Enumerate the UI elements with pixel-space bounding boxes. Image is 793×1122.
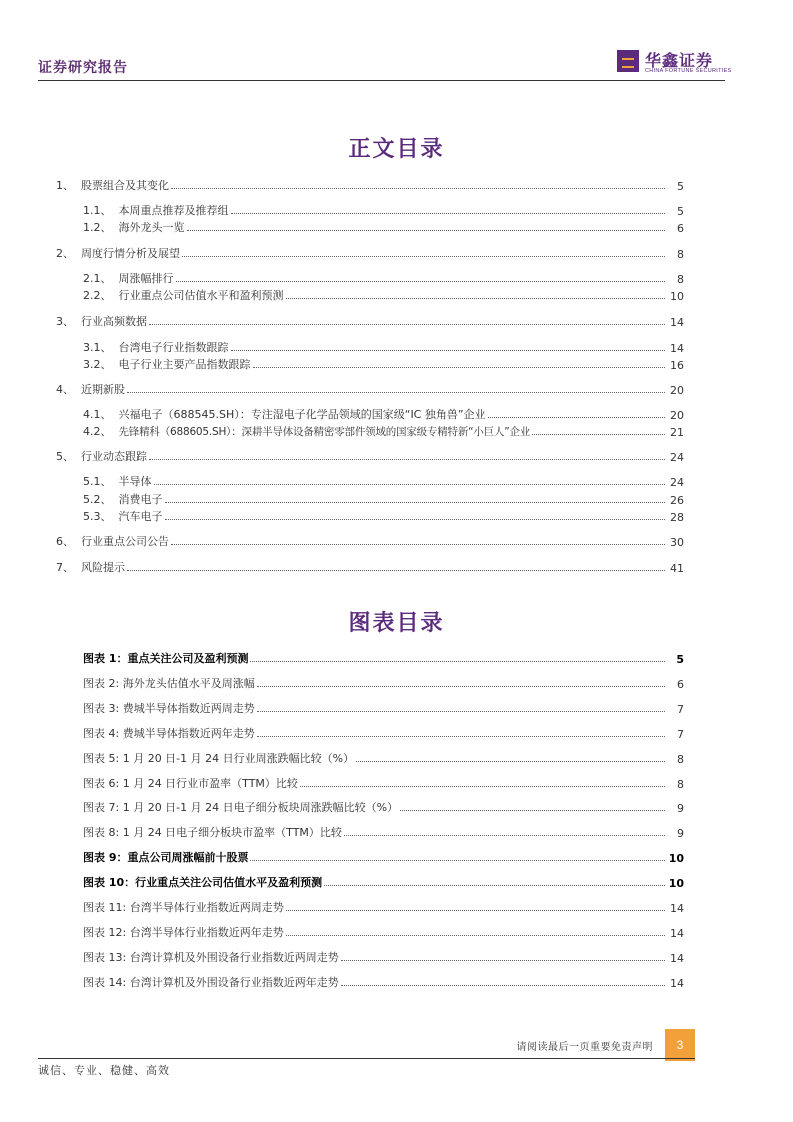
- figures-toc-title: 图表目录: [348, 610, 445, 636]
- toc-entry-label: 行业重点公司公告: [81, 535, 169, 548]
- toc-entry-page: 20: [670, 409, 684, 422]
- toc-entry-number: 4.1、: [83, 408, 119, 421]
- toc-entry[interactable]: [83, 339, 684, 355]
- toc-entry-label: 半导体: [118, 475, 152, 488]
- toc-entry-number: 3.2、: [83, 358, 119, 371]
- figure-toc-label: 图表 14: 台湾计算机及外围设备行业指数近两年走势: [83, 975, 339, 989]
- figure-toc-label: 图表 4: 费城半导体指数近两年走势: [83, 726, 255, 740]
- figure-toc-label: 图表 3: 费城半导体指数近两周走势: [83, 701, 255, 715]
- toc-entry[interactable]: [83, 219, 684, 235]
- toc-entry-page: 5: [677, 180, 684, 193]
- toc-entry-page: 6: [677, 222, 684, 235]
- figure-toc-leader-dots: [286, 935, 665, 936]
- page-number: 3: [665, 1029, 695, 1061]
- toc-entry-number: 2、: [56, 247, 81, 260]
- figure-toc-leader-dots: [257, 711, 665, 712]
- toc-entry[interactable]: [56, 381, 684, 397]
- toc-leader-dots: [182, 256, 665, 257]
- company-logo: [617, 50, 732, 76]
- figure-toc-leader-dots: [250, 860, 665, 861]
- toc-leader-dots: [231, 350, 666, 351]
- toc-entry-number: 5.2、: [83, 493, 119, 506]
- toc-entry[interactable]: [56, 245, 684, 261]
- toc-entry[interactable]: [56, 177, 684, 193]
- figure-toc-label: 图表 9：重点公司周涨幅前十股票: [83, 851, 249, 865]
- figure-toc-label: 图表 1：重点关注公司及盈利预测: [83, 652, 249, 665]
- figure-toc-entry[interactable]: [83, 750, 684, 766]
- toc-entry-label: 风险提示: [81, 561, 125, 574]
- toc-entry[interactable]: [83, 473, 684, 489]
- toc-entry-number: 5.1、: [83, 475, 119, 488]
- figure-toc-entry[interactable]: [83, 949, 684, 965]
- toc-leader-dots: [532, 434, 665, 435]
- figure-toc-page: 7: [677, 727, 684, 741]
- figure-toc-entry[interactable]: [83, 650, 684, 666]
- figure-toc-leader-dots: [400, 810, 665, 811]
- figure-toc-label: 图表 10：行业重点关注公司估值水平及盈利预测: [83, 876, 323, 890]
- figure-toc-page: 10: [668, 852, 684, 866]
- toc-entry-number: 5、: [56, 450, 81, 463]
- figure-toc-entry[interactable]: [83, 924, 684, 940]
- figure-toc-page: 14: [670, 902, 684, 915]
- toc-entry[interactable]: [83, 356, 684, 372]
- toc-entry-label: 行业动态跟踪: [81, 450, 147, 463]
- toc-entry-page: 21: [670, 426, 684, 439]
- toc-entry-label: 股票组合及其变化: [81, 179, 169, 192]
- figure-toc-entry[interactable]: [83, 725, 684, 741]
- figure-toc-page: 7: [677, 702, 684, 716]
- figure-toc-leader-dots: [250, 661, 665, 662]
- figure-toc-entry[interactable]: [83, 700, 684, 716]
- figure-toc-label: 图表 5: 1 月 20 日-1 月 24 日行业周涨跌幅比较（%）: [83, 751, 355, 765]
- toc-entry-page: 28: [670, 511, 684, 524]
- toc-entry-number: 1.1、: [83, 204, 119, 217]
- toc-entry-label: 先锋精科（688605.SH）：深耕半导体设备精密零部件领域的国家级专精特新“小巨人”企业: [118, 426, 531, 438]
- toc-entry-page: 41: [670, 562, 684, 575]
- toc-entry-label: 周涨幅排行: [118, 272, 174, 285]
- toc-entry-number: 1、: [56, 179, 81, 192]
- toc-entry-page: 20: [670, 384, 684, 397]
- toc-leader-dots: [231, 213, 666, 214]
- figure-toc-leader-dots: [324, 885, 665, 886]
- toc-entry[interactable]: [83, 270, 684, 286]
- toc-entry-label: 消费电子: [118, 493, 163, 506]
- figure-toc-entry[interactable]: [83, 824, 684, 840]
- toc-entry-number: 7、: [56, 561, 81, 574]
- figure-toc-label: 图表 12: 台湾半导体行业指数近两年走势: [83, 925, 284, 939]
- header-divider: [38, 80, 725, 81]
- figure-toc-leader-dots: [341, 960, 665, 961]
- toc-entry-page: 24: [670, 451, 684, 464]
- toc-entry-label: 行业高频数据: [81, 315, 147, 328]
- toc-entry-label: 本周重点推荐及推荐组: [118, 204, 229, 217]
- figure-toc-entry[interactable]: [83, 974, 684, 990]
- logo-company-name: 华鑫证券: [645, 51, 714, 70]
- figure-toc-page: 14: [670, 976, 684, 990]
- toc-entry-number: 5.3、: [83, 510, 119, 523]
- toc-entry-label: 近期新股: [81, 383, 125, 396]
- toc-title: 正文目录: [348, 136, 445, 162]
- toc-entry-label: 电子行业主要产品指数跟踪: [118, 358, 251, 371]
- toc-entry-page: 26: [670, 494, 684, 507]
- figure-toc-entry[interactable]: [83, 775, 684, 791]
- toc-entry-page: 24: [670, 476, 684, 489]
- toc-entry-label: 海外龙头一览: [118, 221, 185, 234]
- toc-leader-dots: [488, 417, 665, 418]
- toc-entry[interactable]: [83, 508, 684, 524]
- toc-entry[interactable]: [83, 406, 684, 422]
- toc-entry[interactable]: [56, 448, 684, 464]
- toc-leader-dots: [286, 298, 666, 299]
- toc-entry-page: 16: [670, 359, 684, 372]
- toc-leader-dots: [176, 281, 666, 282]
- footer-slogan: 诚信、专业、稳健、高效: [38, 1064, 170, 1077]
- figure-toc-leader-dots: [356, 761, 665, 762]
- toc-entry-label: 兴福电子（688545.SH）：专注湿电子化学品领域的国家级“IC 独角兽”企业: [118, 408, 486, 421]
- toc-entry-label: 行业重点公司估值水平和盈利预测: [118, 289, 284, 302]
- toc-entry[interactable]: [56, 313, 684, 329]
- figure-toc-leader-dots: [257, 736, 665, 737]
- toc-leader-dots: [127, 392, 665, 393]
- toc-entry[interactable]: [56, 533, 684, 549]
- toc-leader-dots: [253, 367, 666, 368]
- figure-toc-label: 图表 13: 台湾计算机及外围设备行业指数近两周走势: [83, 950, 339, 964]
- figure-toc-page: 14: [670, 926, 684, 940]
- figure-toc-entry[interactable]: [83, 675, 684, 691]
- toc-entry-page: 5: [677, 205, 684, 218]
- toc-entry-page: 30: [670, 536, 684, 549]
- figure-toc-leader-dots: [257, 686, 665, 687]
- figure-toc-page: 6: [677, 677, 684, 691]
- toc-leader-dots: [154, 484, 666, 485]
- toc-leader-dots: [171, 544, 665, 545]
- figure-toc-leader-dots: [341, 985, 665, 986]
- toc-leader-dots: [165, 519, 666, 520]
- figure-toc-label: 图表 8: 1 月 24 日电子细分板块市盈率（TTM）比较: [83, 826, 342, 840]
- figure-toc-entry[interactable]: [83, 874, 684, 890]
- toc-entry-number: 6、: [56, 535, 81, 548]
- figure-toc-page: 5: [676, 653, 684, 666]
- toc-entry-number: 2.1、: [83, 272, 119, 285]
- toc-leader-dots: [171, 188, 665, 189]
- figure-toc-entry[interactable]: [83, 849, 684, 865]
- footer-divider: [38, 1058, 695, 1059]
- report-type-label: 证券研究报告: [38, 60, 128, 76]
- toc-leader-dots: [149, 324, 665, 325]
- figure-toc-page: 9: [677, 827, 684, 841]
- figure-toc-leader-dots: [344, 835, 665, 836]
- toc-entry[interactable]: [83, 287, 684, 303]
- toc-entry-number: 3、: [56, 315, 81, 328]
- toc-entry-page: 10: [670, 290, 684, 303]
- figure-toc-label: 图表 7: 1 月 20 日-1 月 24 日电子细分板块周涨跌幅比较（%）: [83, 801, 399, 815]
- toc-entry-page: 14: [670, 342, 684, 355]
- figure-toc-page: 10: [668, 877, 684, 891]
- disclaimer-note: 请阅读最后一页重要免责声明: [516, 1042, 653, 1053]
- figure-toc-entry[interactable]: [83, 799, 684, 815]
- toc-entry-number: 4.2、: [83, 425, 119, 438]
- figure-toc-page: 8: [677, 777, 684, 791]
- toc-entry-label: 台湾电子行业指数跟踪: [118, 341, 229, 354]
- toc-entry-number: 1.2、: [83, 221, 119, 234]
- figure-toc-leader-dots: [300, 786, 665, 787]
- figure-toc-label: 图表 11: 台湾半导体行业指数近两周走势: [83, 901, 284, 914]
- logo-company-name-en: CHINA FORTUNE SECURITIES: [645, 68, 732, 74]
- toc-entry[interactable]: [56, 559, 684, 575]
- toc-entry-label: 汽车电子: [118, 510, 163, 523]
- toc-entry-number: 2.2、: [83, 289, 119, 302]
- figure-toc-page: 8: [677, 752, 684, 766]
- figure-toc-entry[interactable]: [83, 899, 684, 915]
- toc-leader-dots: [187, 230, 666, 231]
- toc-entry-number: 3.1、: [83, 341, 119, 354]
- figure-toc-leader-dots: [286, 910, 665, 911]
- toc-leader-dots: [149, 459, 665, 460]
- logo-mark-icon: [617, 50, 639, 72]
- toc-leader-dots: [127, 570, 665, 571]
- figure-toc-label: 图表 2: 海外龙头估值水平及周涨幅: [83, 676, 255, 690]
- toc-leader-dots: [165, 502, 666, 503]
- figure-toc-page: 9: [677, 802, 684, 816]
- toc-entry-page: 14: [670, 316, 684, 329]
- toc-entry-number: 4、: [56, 383, 81, 396]
- toc-entry-page: 8: [677, 248, 684, 261]
- toc-entry-page: 8: [677, 273, 684, 286]
- toc-entry[interactable]: [83, 423, 684, 439]
- toc-entry[interactable]: [83, 202, 684, 218]
- toc-entry[interactable]: [83, 491, 684, 507]
- toc-entry-label: 周度行情分析及展望: [81, 247, 180, 260]
- figure-toc-label: 图表 6: 1 月 24 日行业市盈率（TTM）比较: [83, 776, 298, 790]
- figure-toc-page: 14: [670, 951, 684, 965]
